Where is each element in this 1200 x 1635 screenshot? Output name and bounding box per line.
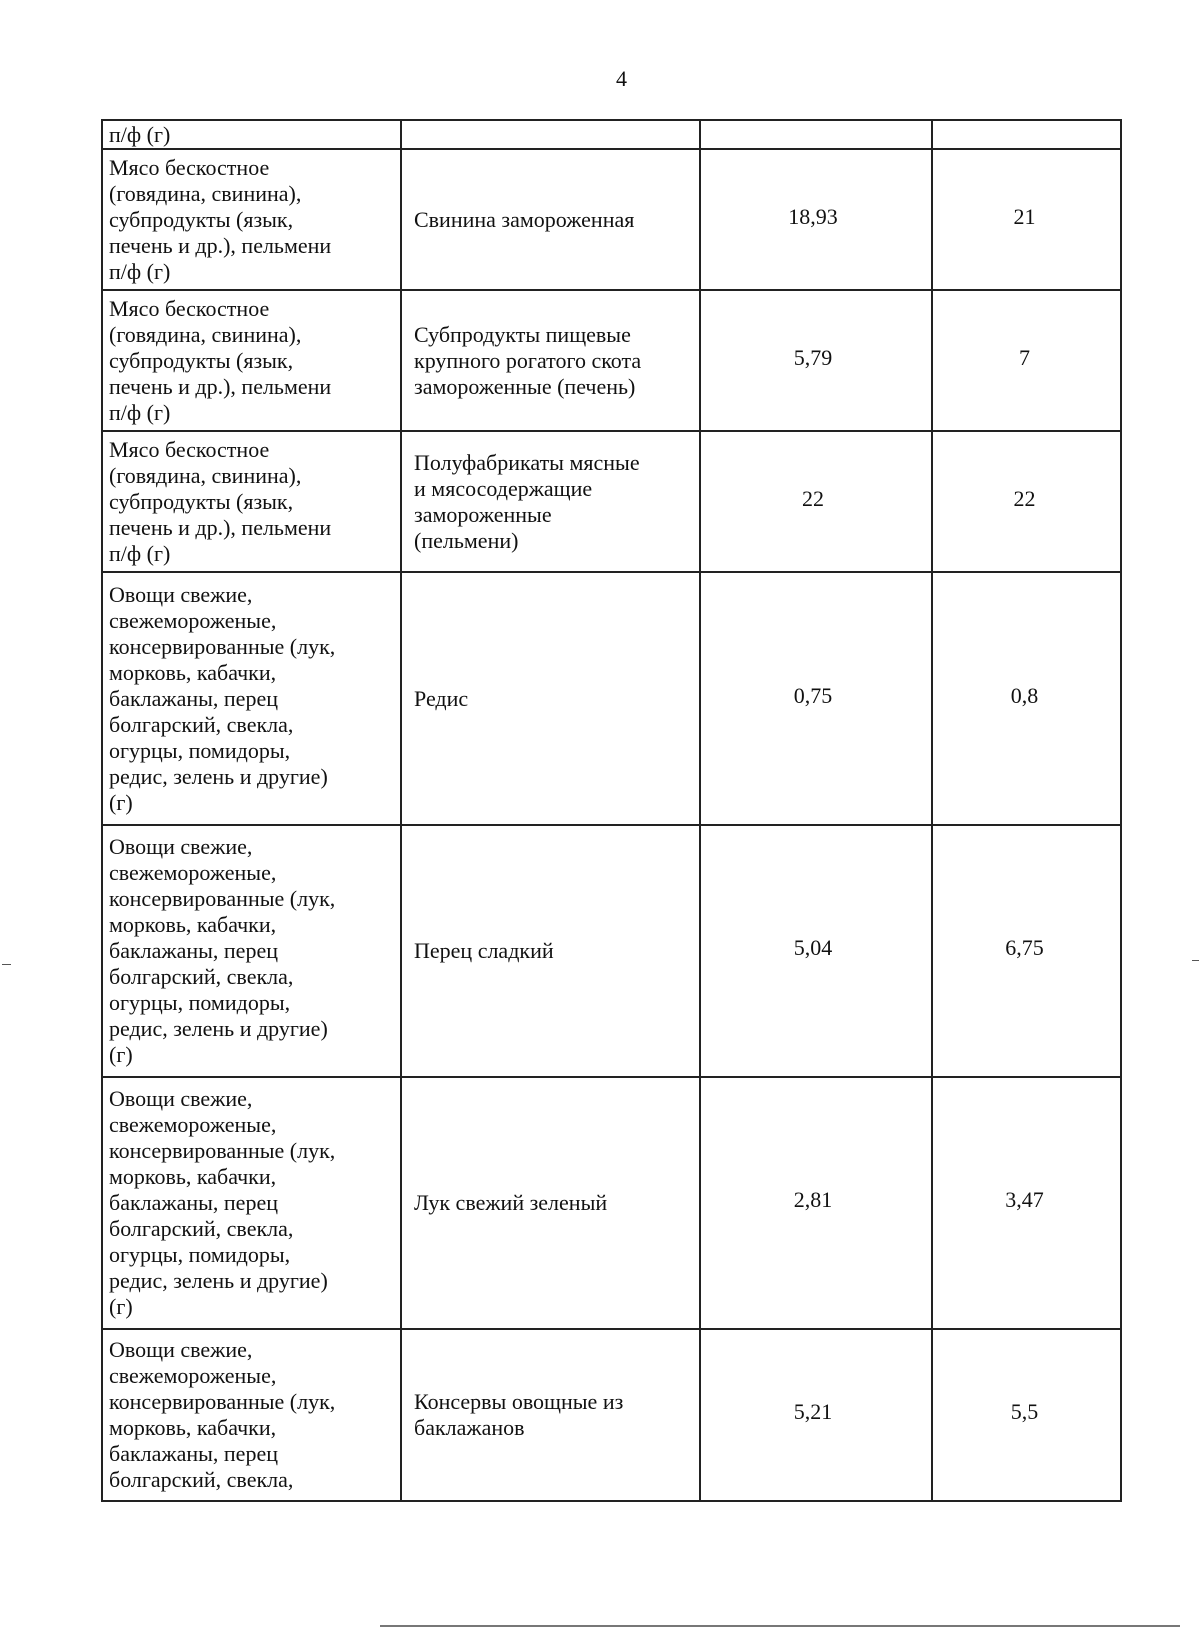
- value-cell-1: 5,04: [700, 825, 932, 1077]
- product-cell: Свинина замороженная: [401, 149, 700, 290]
- data-table: [101, 119, 1122, 1502]
- category-cell: Овощи свежие, свежемороженые, консервированные (лук, морковь, кабачки, баклажаны, перец болгарский, свекла, огурцы, помидоры, редис, зелень и другие) (г): [102, 572, 401, 825]
- value-cell-2: 7: [932, 290, 1121, 431]
- table-row: [102, 1077, 1121, 1329]
- value-cell-2: 0,8: [932, 572, 1121, 825]
- value-cell-2: 22: [932, 431, 1121, 572]
- product-cell: Субпродукты пищевые крупного рогатого скота замороженные (печень): [401, 290, 700, 431]
- value-cell-1: 22: [700, 431, 932, 572]
- value-cell-1: 5,21: [700, 1329, 932, 1501]
- value-cell-2: 21: [932, 149, 1121, 290]
- value-cell-2: 5,5: [932, 1329, 1121, 1501]
- value-cell-1: [700, 120, 932, 149]
- scan-edge-mark-right: [1192, 960, 1199, 961]
- product-cell: Перец сладкий: [401, 825, 700, 1077]
- value-cell-1: 18,93: [700, 149, 932, 290]
- table-row: [102, 1329, 1121, 1501]
- table-row: [102, 149, 1121, 290]
- product-cell: Полуфабрикаты мясные и мясосодержащие замороженные (пельмени): [401, 431, 700, 572]
- product-cell: Лук свежий зеленый: [401, 1077, 700, 1329]
- product-cell: Консервы овощные из баклажанов: [401, 1329, 700, 1501]
- product-cell: Редис: [401, 572, 700, 825]
- category-cell: п/ф (г): [102, 120, 401, 149]
- category-cell: Овощи свежие, свежемороженые, консервированные (лук, морковь, кабачки, баклажаны, перец болгарский, свекла, огурцы, помидоры, редис, зелень и другие) (г): [102, 825, 401, 1077]
- value-cell-2: [932, 120, 1121, 149]
- value-cell-1: 5,79: [700, 290, 932, 431]
- table-row: [102, 572, 1121, 825]
- table-row: [102, 431, 1121, 572]
- product-cell: [401, 120, 700, 149]
- table-row: [102, 290, 1121, 431]
- category-cell: Овощи свежие, свежемороженые, консервированные (лук, морковь, кабачки, баклажаны, перец болгарский, свекла, огурцы, помидоры, редис, зелень и другие) (г): [102, 1077, 401, 1329]
- table-row: [102, 825, 1121, 1077]
- value-cell-2: 3,47: [932, 1077, 1121, 1329]
- scan-edge-mark-left: [2, 964, 11, 965]
- value-cell-1: 0,75: [700, 572, 932, 825]
- category-cell: Овощи свежие, свежемороженые, консервированные (лук, морковь, кабачки, баклажаны, перец болгарский, свекла,: [102, 1329, 401, 1501]
- category-cell: Мясо бескостное (говядина, свинина), субпродукты (язык, печень и др.), пельмени п/ф (г): [102, 149, 401, 290]
- value-cell-1: 2,81: [700, 1077, 932, 1329]
- page-number: 4: [616, 66, 627, 91]
- bottom-rule: [380, 1625, 1180, 1627]
- value-cell-2: 6,75: [932, 825, 1121, 1077]
- category-cell: Мясо бескостное (говядина, свинина), субпродукты (язык, печень и др.), пельмени п/ф (г): [102, 431, 401, 572]
- category-cell: Мясо бескостное (говядина, свинина), субпродукты (язык, печень и др.), пельмени п/ф (г): [102, 290, 401, 431]
- table-row: [102, 120, 1121, 149]
